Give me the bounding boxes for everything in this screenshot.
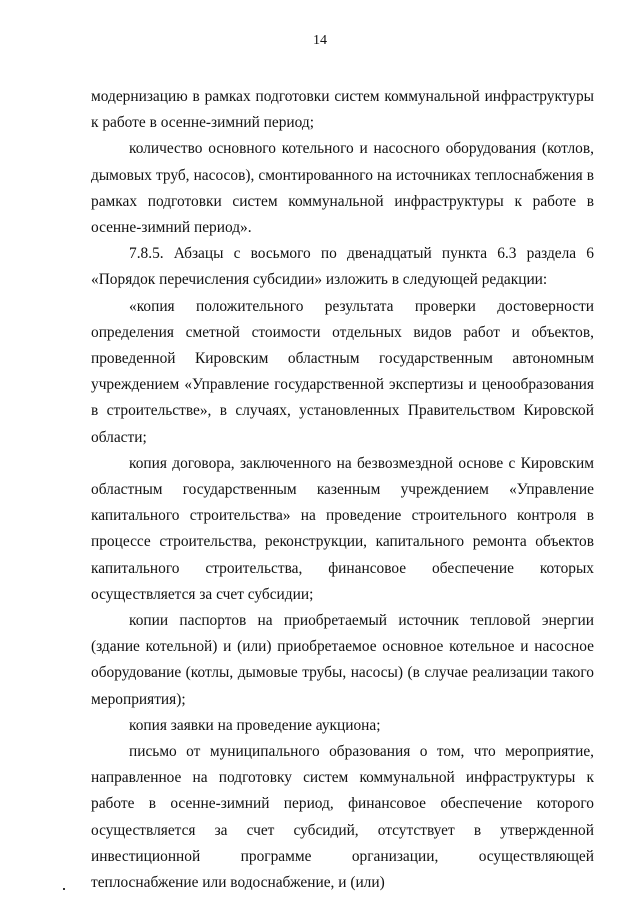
document-body — [91, 84, 594, 896]
paragraph-municipal-letter: письмо от муниципального образования о том, что мероприятие, направленное на подготовку систем коммунальной инфраструктуры к работе в осенне-зимний период, финансовое обеспечение которого осуществляется за счет субсидий, отсутствует в утвержденной инвестиционной программе организации, осуществляющей теплоснабжение или водоснабжение, и (или) — [91, 743, 594, 892]
paragraph-construction-control-contract: копия договора, заключенного на безвозмездной основе с Кировским областным государственным казенным учреждением «Управление капитального строительства» на проведение строительного контроля в процессе строительства, реконструкции, капитального ремонта объектов капитального строительства, финансовое обеспечение которых осуществляется за счет субсидии; — [91, 454, 594, 603]
paragraph-continuation: модернизацию в рамках подготовки систем коммунальной инфраструктуры к работе в осенне-зимний период; — [91, 88, 594, 132]
paragraph-equipment-passports: копии паспортов на приобретаемый источник тепловой энергии (здание котельной) и (или) приобретаемое основное котельное и насосное оборудование (котлы, дымовые трубы, насосы) (в случае реализации такого мероприятия); — [91, 612, 594, 708]
paragraph-auction-application: копия заявки на проведение аукциона; — [129, 716, 381, 734]
paragraph-amendment-7-8-5: 7.8.5. Абзацы с восьмого по двенадцатый пункта 6.3 раздела 6 «Порядок перечисления субсидии» изложить в следующей редакции: — [91, 245, 594, 289]
paragraph-estimate-verification: «копия положительного результата проверки достоверности определения сметной стоимости отдельных видов работ и объектов, проведенной Кировским областным государственным автономным учреждением «Управление государственной экспертизы и ценообразования в строительстве», в случаях, установленных Правительством Кировской области; — [91, 297, 594, 446]
page-number: 14 — [313, 33, 327, 48]
scan-speck — [63, 888, 65, 890]
paragraph-equipment-count: количество основного котельного и насосного оборудования (котлов, дымовых труб, насосов), смонтированного на источниках теплоснабжения в рамках подготовки систем коммунальной инфраструктуры к работе в осенне-зимний период». — [91, 140, 594, 237]
